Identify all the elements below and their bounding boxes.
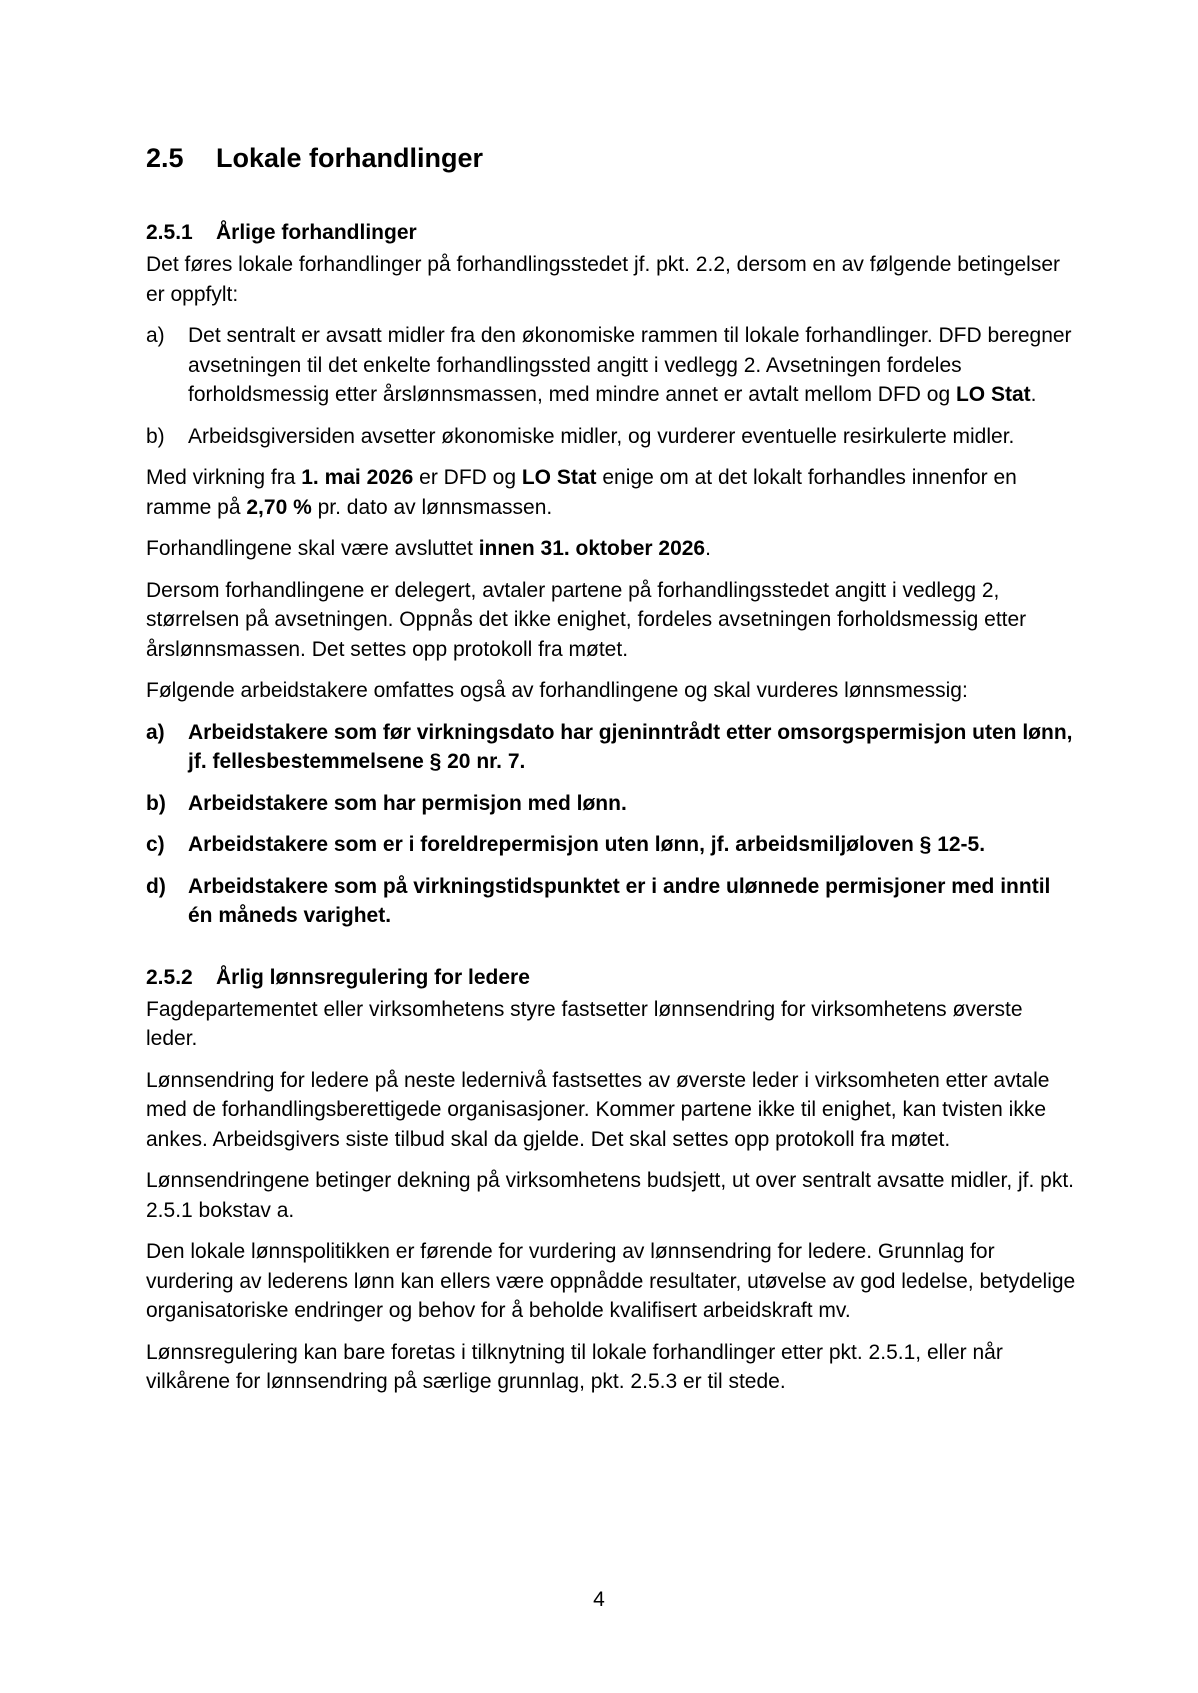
list-item: [146, 830, 1076, 860]
list-item-text: Det sentralt er avsatt midler fra den økonomiske rammen til lokale forhandlinger. DFD beregner avsetningen til det enkelte forhandlingssted angitt i vedlegg 2. Avsetningen fordeles forholdsmessig etter årslønnsmassen, med mindre annet er avtalt mellom DFD og: [188, 324, 1072, 406]
section-heading: [146, 140, 1076, 176]
list-marker: a): [146, 720, 165, 744]
text-run: Med virkning fra: [146, 466, 302, 489]
paragraph-lonnspolitikk: Den lokale lønnspolitikken er førende for vurdering av lønnsendring for ledere. Grunnlag for vurdering av lederens lønn kan ellers være oppnådde resultater, utøvelse av god ledelse, betydelige organisatoriske endringer og behov for å beholde kvalifisert arbeidskraft mv.: [146, 1240, 1076, 1322]
list-marker: c): [146, 833, 165, 856]
paragraph-ledernivaa: Lønnsendring for ledere på neste ledernivå fastsettes av øverste leder i virksomheten etter avtale med de forhandlingsberettigede organisasjoner. Kommer partene ikke til enighet, kan tvisten ikke ankes. Arbeidsgivers siste tilbud skal da gjelde. Det skal settes opp protokoll fra møtet.: [146, 1068, 1050, 1151]
subsection-heading-2-5-2: [146, 963, 1076, 993]
list-item: [146, 321, 1076, 410]
employee-list: [146, 718, 1076, 931]
subsection-title: Årlig lønnsregulering for ledere: [216, 965, 530, 989]
text-run: Forhandlingene skal være avsluttet: [146, 537, 479, 560]
list-item-text: Arbeidstakere som har permisjon med lønn.: [188, 791, 627, 815]
list-item-text: Arbeidstakere som på virkningstidspunktet er i andre ulønnede permisjoner med inntil én måneds varighet.: [188, 874, 1051, 927]
list-marker: d): [146, 874, 166, 898]
text-run: enige om at det lokalt forhandles innenfor en ramme på: [146, 466, 1017, 519]
list-item-text-end: .: [1030, 383, 1037, 406]
subsection-heading-2-5-1: [146, 218, 1076, 248]
section-number: 2.5: [146, 143, 184, 173]
paragraph-virkning: [146, 463, 1076, 522]
list-item-text: Arbeidstakere som er i foreldrepermisjon uten lønn, jf. arbeidsmiljøloven § 12-5.: [188, 833, 986, 856]
list-marker: b): [146, 424, 165, 448]
list-marker: a): [146, 324, 165, 347]
list-item-text: Arbeidsgiversiden avsetter økonomiske midler, og vurderer eventuelle resirkulerte midler.: [188, 424, 1015, 448]
paragraph-intro: Det føres lokale forhandlinger på forhandlingsstedet jf. pkt. 2.2, dersom en av følgende betingelser er oppfylt:: [146, 253, 1061, 306]
section-title: Lokale forhandlinger: [216, 143, 484, 173]
paragraph-toppleder: Fagdepartementet eller virksomhetens styre fastsetter lønnsendring for virksomhetens øverste leder.: [146, 997, 1023, 1050]
paragraph-lonnsregulering: Lønnsregulering kan bare foretas i tilknytning til lokale forhandlinger etter pkt. 2.5.1, eller når vilkårene for lønnsendring på særlige grunnlag, pkt. 2.5.3 er til stede.: [146, 1340, 1003, 1393]
list-marker: b): [146, 791, 166, 815]
paragraph-deadline: [146, 534, 1076, 564]
paragraph-delegert: Dersom forhandlingene er delegert, avtaler partene på forhandlingsstedet angitt i vedlegg 2, størrelsen på avsetningen. Oppnås det ikke enighet, fordeles avsetningen forholdsmessig etter årslønnsmassen. Det settes opp protokoll fra møtet.: [146, 578, 1027, 661]
bold-deadline: innen 31. oktober 2026: [478, 537, 706, 560]
list-item: [146, 422, 1076, 452]
bold-percent: 2,70 %: [246, 495, 312, 519]
paragraph-arbeidstakere: Følgende arbeidstakere omfattes også av forhandlingene og skal vurderes lønnsmessig:: [146, 679, 968, 702]
text-run: .: [705, 537, 711, 560]
subsection-number: 2.5.2: [146, 965, 193, 989]
page-content: [146, 140, 1076, 1409]
bold-org: LO Stat: [521, 466, 597, 489]
subsection-number: 2.5.1: [146, 221, 193, 244]
condition-list: [146, 321, 1076, 451]
bold-text: LO Stat: [955, 383, 1031, 406]
paragraph-budsjett: Lønnsendringene betinger dekning på virksomhetens budsjett, ut over sentralt avsatte midler, jf. pkt. 2.5.1 bokstav a.: [146, 1169, 1075, 1222]
bold-date: 1. mai 2026: [301, 466, 414, 489]
list-item: [146, 789, 1076, 819]
page-number: 4: [593, 1588, 605, 1611]
list-item: [146, 718, 1076, 777]
text-run: er DFD og: [413, 466, 522, 489]
list-item: [146, 872, 1076, 931]
text-run: pr. dato av lønnsmassen.: [311, 495, 553, 519]
subsection-title: Årlige forhandlinger: [216, 221, 417, 244]
list-item-text: Arbeidstakere som før virkningsdato har gjeninntrådt etter omsorgspermisjon uten lønn, jf. fellesbestemmelsene § 20 nr. 7.: [188, 720, 1073, 773]
